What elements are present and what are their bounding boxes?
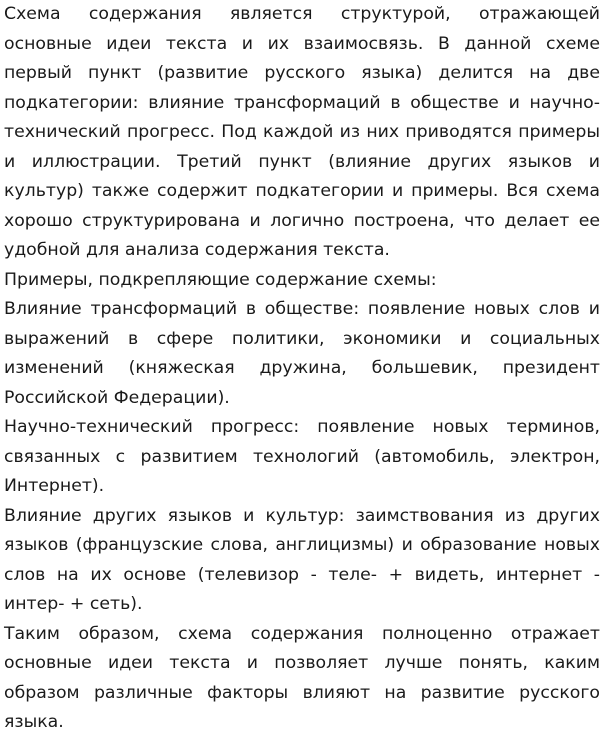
paragraph-tech-example: Научно-технический прогресс: появление новых терминов, связанных с развитием технологий (автомобиль, электрон, Интернет). xyxy=(4,417,600,496)
paragraph-overview: Схема содержания является структурой, отражающей основные идеи текста и их взаимосвязь. В данной схеме первый пункт (развитие русского языка) делится на две подкатегории: влияние трансформаций в обществе и научно-технический прогресс. Под каждой из них приводятся примеры и иллюстрации. Третий пункт (влияние других языков и культур) также содержит подкатегории и примеры. Вся схема хорошо структурирована и логично построена, что делает ее удобной для анализа содержания текста. xyxy=(4,4,600,260)
paragraph-conclusion: Таким образом, схема содержания полноценно отражает основные идеи текста и позволяет лучше понять, каким образом различные факторы влияют на развитие русского языка. xyxy=(4,623,600,732)
paragraph-languages-example: Влияние других языков и культур: заимствования из других языков (французские слова, англицизмы) и образование новых слов на их основе (телевизор - теле- + видеть, интернет - интер- + сеть). xyxy=(4,505,600,614)
paragraph-examples-heading: Примеры, подкрепляющие содержание схемы: xyxy=(4,269,437,290)
paragraph-society-example: Влияние трансформаций в обществе: появление новых слов и выражений в сфере политики, экономики и социальных изменений (княжеская дружина, большевик, президент Российской Федерации). xyxy=(4,299,600,408)
